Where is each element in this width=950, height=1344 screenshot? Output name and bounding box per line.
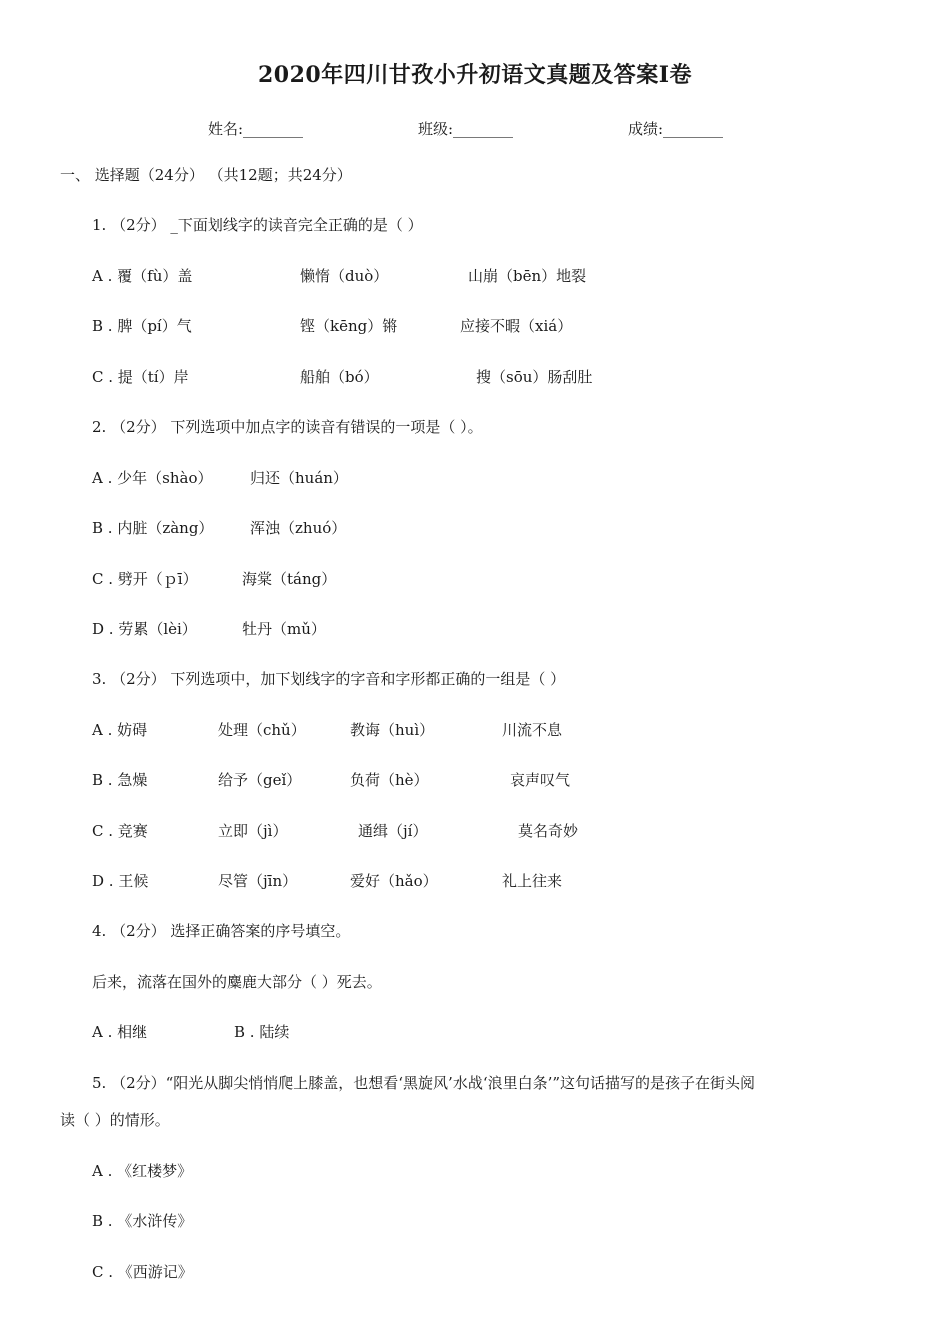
q3-option-a-word3: 教诲（huì）	[350, 721, 435, 739]
q3-option-a-word4: 川流不息	[502, 721, 563, 739]
q3-option-b[interactable]: B . 急燥	[92, 771, 148, 789]
q3-option-b-word4: 哀声叹气	[510, 771, 571, 789]
question-5-stem-cont: 读（ ）的情形。	[60, 1111, 170, 1129]
q2-option-b[interactable]: B . 内脏（zàng）	[92, 519, 214, 537]
page-title: 2020年四川甘孜小升初语文真题及答案I卷	[257, 62, 693, 88]
name-field[interactable]: 姓名:________	[208, 120, 304, 138]
q4-option-a[interactable]: A . 相继	[92, 1023, 148, 1041]
question-5-stem: 5. （2分）“阳光从脚尖悄悄爬上膝盖，也想看‘黑旋风’水战‘浪里白条’”这句话描写的是孩子在街头阅	[92, 1074, 756, 1092]
q1-option-b[interactable]: B . 脾（pí）气	[92, 317, 192, 335]
q1-option-a-word2: 懒惰（duò）	[300, 267, 389, 285]
score-field[interactable]: 成绩:________	[628, 120, 724, 138]
q1-option-b-word3: 应接不暇（xiá）	[460, 317, 573, 335]
q2-option-c[interactable]: C . 劈开（ｐī）	[92, 570, 198, 588]
section-heading: 一、 选择题（24分） （共12题；共24分）	[60, 166, 352, 184]
q3-option-a[interactable]: A . 妨碍	[92, 721, 148, 739]
q1-option-c-word2: 船舶（bó）	[300, 368, 379, 386]
q3-option-d-word3: 爱好（hǎo）	[350, 872, 438, 890]
q2-option-b-word2: 浑浊（zhuó）	[250, 519, 347, 537]
q3-option-d-word4: 礼上往来	[502, 872, 563, 890]
q3-option-b-word2: 给予（geǐ）	[218, 771, 302, 789]
q1-option-c[interactable]: C . 提（tí）岸	[92, 368, 189, 386]
q2-option-c-word2: 海棠（táng）	[242, 570, 337, 588]
q3-option-d-word2: 尽管（jīn）	[218, 872, 298, 890]
q5-option-a[interactable]: A . 《红楼梦》	[92, 1162, 193, 1180]
q1-option-c-word3: 搜（sōu）肠刮肚	[476, 368, 593, 386]
q3-option-c-word4: 莫名奇妙	[518, 822, 579, 840]
q1-option-b-word2: 铿（kēng）锵	[300, 317, 398, 335]
q3-option-c-word2: 立即（jì）	[218, 822, 288, 840]
question-3-stem: 3. （2分） 下列选项中，加下划线字的字音和字形都正确的一组是（ ）	[92, 670, 566, 688]
q5-option-b[interactable]: B . 《水浒传》	[92, 1212, 193, 1230]
q3-option-c-word3: 通缉（jí）	[358, 822, 428, 840]
q3-option-b-word3: 负荷（hè）	[350, 771, 429, 789]
q2-option-a-word2: 归还（huán）	[250, 469, 348, 487]
question-4-stem: 4. （2分） 选择正确答案的序号填空。	[92, 922, 351, 940]
q1-option-a-word3: 山崩（bēn）地裂	[468, 267, 587, 285]
q1-option-a[interactable]: A . 覆（fù）盖	[92, 267, 193, 285]
q3-option-a-word2: 处理（chǔ）	[218, 721, 306, 739]
q3-option-c[interactable]: C . 竞赛	[92, 822, 148, 840]
question-4-passage: 后来，流落在国外的麋鹿大部分（ ）死去。	[92, 973, 382, 991]
q2-option-d[interactable]: D . 劳累（lèi）	[92, 620, 197, 638]
question-1-stem: 1. （2分） _下面划线字的读音完全正确的是（ ）	[92, 216, 423, 234]
question-2-stem: 2. （2分） 下列选项中加点字的读音有错误的一项是（ ）。	[92, 418, 483, 436]
q3-option-d[interactable]: D . 王候	[92, 872, 149, 890]
q5-option-c[interactable]: C . 《西游记》	[92, 1263, 193, 1281]
q2-option-a[interactable]: A . 少年（shào）	[92, 469, 213, 487]
q2-option-d-word2: 牡丹（mǔ）	[242, 620, 326, 638]
class-field[interactable]: 班级:________	[418, 120, 514, 138]
q4-option-b[interactable]: B . 陆续	[234, 1023, 290, 1041]
